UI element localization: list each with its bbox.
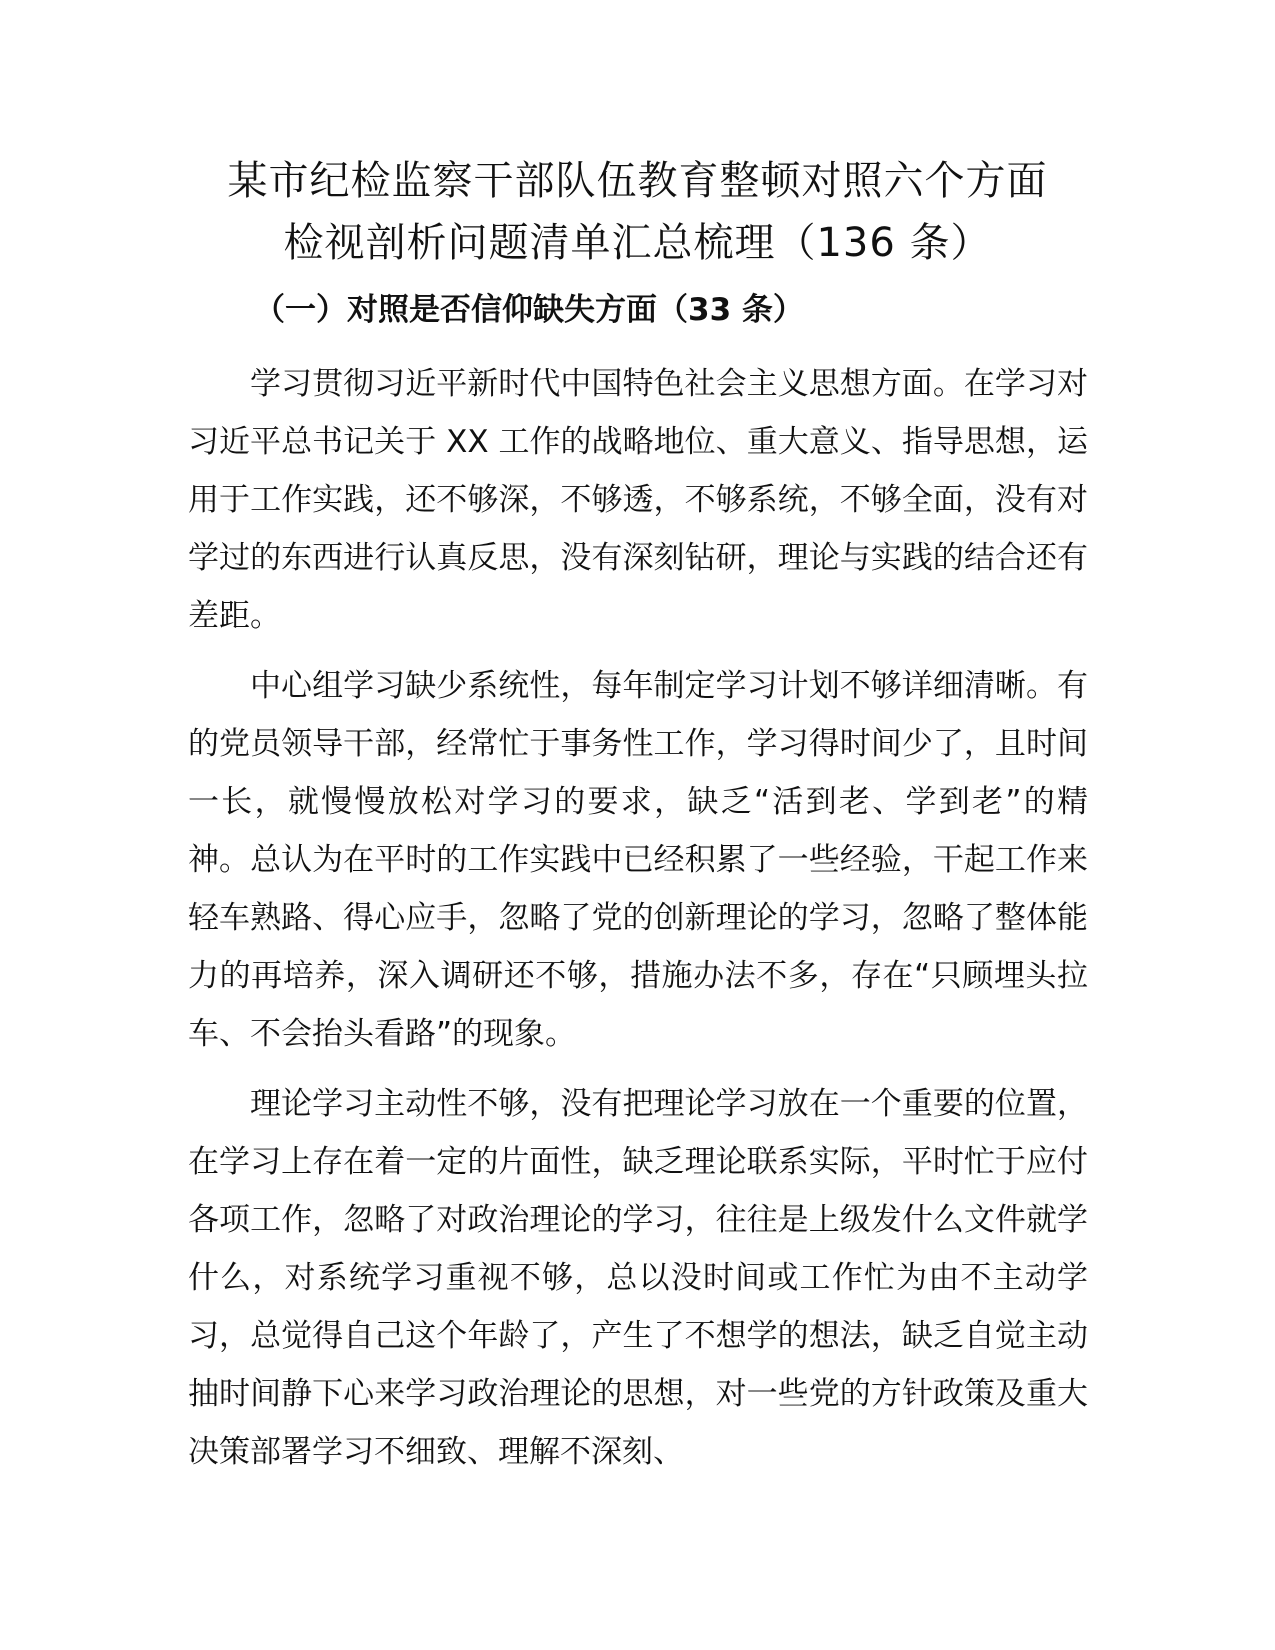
document-title-line-1: 某市纪检监察干部队伍教育整顿对照六个方面 [227, 158, 1048, 204]
body-paragraph-3: 理论学习主动性不够，没有把理论学习放在一个重要的位置，在学习上存在着一定的片面性，缺乏理论联系实际，平时忙于应付各项工作，忽略了对政治理论的学习，往往是上级发什么文件就学什么，对系统学习重视不够，总以没时间或工作忙为由不主动学习，总觉得自己这个年龄了，产生了不想学的想法，缺乏自觉主动抽时间静下心来学习政治理论的思想，对一些党的方针政策及重大决策部署学习不细致、理解不深刻、 [188, 1086, 1088, 1470]
document-title-line-2: 检视剖析问题清单汇总梳理（136 条） [283, 220, 992, 266]
body-paragraph-2: 中心组学习缺少系统性，每年制定学习计划不够详细清晰。有的党员领导干部，经常忙于事务性工作，学习得时间少了，且时间一长，就慢慢放松对学习的要求，缺乏“活到老、学到老”的精神。总认为在平时的工作实践中已经积累了一些经验，干起工作来轻车熟路、得心应手，忽略了党的创新理论的学习，忽略了整体能力的再培养，深入调研还不够，措施办法不多，存在“只顾埋头拉车、不会抬头看路”的现象。 [188, 668, 1088, 1052]
body-paragraph-1: 学习贯彻习近平新时代中国特色社会主义思想方面。在学习对习近平总书记关于 XX 工作的战略地位、重大意义、指导思想，运用于工作实践，还不够深，不够透，不够系统，不够全面，没有对学过的东西进行认真反思，没有深刻钻研，理论与实践的结合还有差距。 [188, 366, 1088, 634]
section-heading: （一）对照是否信仰缺失方面（33 条） [254, 292, 804, 328]
